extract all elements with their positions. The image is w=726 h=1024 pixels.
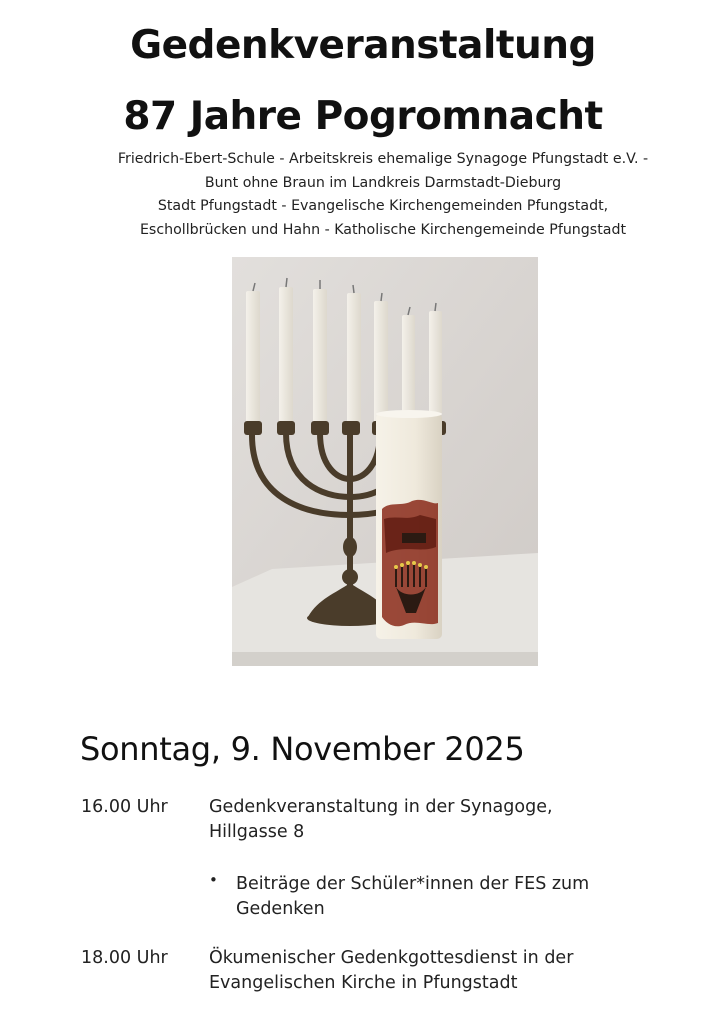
schedule-line: Ökumenischer Gedenkgottesdienst in der: [209, 948, 574, 968]
schedule-line: Gedenkveranstaltung in der Synagoge,: [209, 797, 553, 817]
organizers-line: Bunt ohne Braun im Landkreis Darmstadt-Dieburg: [204, 174, 562, 191]
organizers-line: Friedrich-Ebert-Schule - Arbeitskreis ehemalige Synagoge Pfungstadt e.V. -: [117, 151, 649, 167]
schedule-line: Evangelischen Kirche in Pfungstadt: [209, 973, 518, 993]
schedule-time: 16.00 Uhr: [81, 797, 168, 817]
bullet-icon: •: [209, 871, 218, 889]
candle-artwork: [382, 500, 438, 626]
schedule-time: 18.00 Uhr: [81, 948, 168, 968]
organizers-line: Stadt Pfungstadt - Evangelische Kirchengemeinden Pfungstadt,: [157, 198, 609, 214]
title-line-2: 87 Jahre Pogromnacht: [123, 94, 603, 139]
organizers-block: [40, 148, 726, 242]
menorah-photo: [232, 257, 538, 666]
organizers-line: Eschollbrücken und Hahn - Katholische Kirchengemeinde Pfungstadt: [139, 221, 627, 238]
bullet-item: [236, 872, 589, 922]
bullet-line: Gedenken: [236, 899, 325, 919]
bullet-line: Beiträge der Schüler*innen der FES zum: [236, 874, 590, 894]
title-line-1: Gedenkveranstaltung: [130, 23, 596, 68]
schedule-description: [209, 946, 573, 996]
schedule-description: [209, 795, 553, 845]
event-date: Sonntag, 9. November 2025: [80, 730, 525, 768]
schedule-line: Hillgasse 8: [209, 822, 305, 842]
